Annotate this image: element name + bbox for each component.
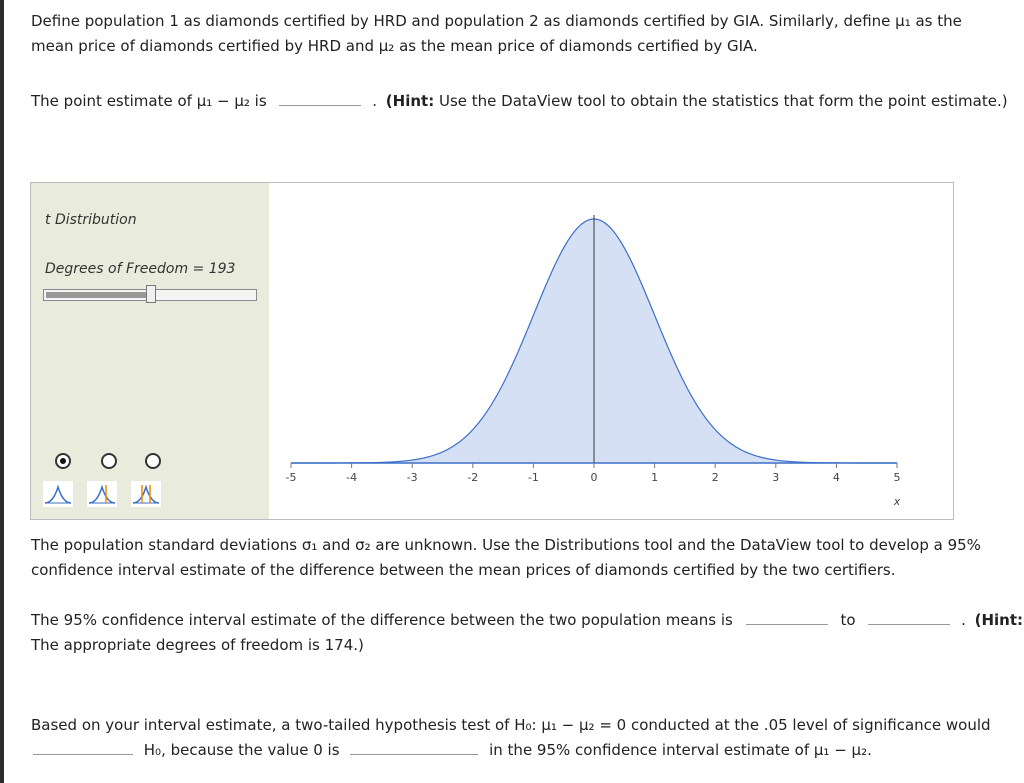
ci-line-2: The appropriate degrees of freedom is 174.)	[31, 636, 364, 654]
ci-prefix: The 95% confidence interval estimate of the difference between the two population means is	[31, 611, 733, 629]
degrees-of-freedom-slider[interactable]	[43, 289, 257, 301]
test-in-interval-blank[interactable]	[350, 742, 478, 755]
point-estimate-hint-text: Use the DataView tool to obtain the statistics that form the point estimate.)	[438, 92, 1008, 110]
sd-line-1: The population standard deviations σ₁ and σ₂ are unknown. Use the Distributions tool and the DataView tool to develop a 95%	[31, 536, 981, 554]
point-estimate-dot: .	[372, 92, 378, 110]
x-tick-label-10: 5	[893, 471, 901, 484]
radio-two-tail-none[interactable]	[55, 453, 71, 469]
t-distribution-chart	[269, 183, 953, 519]
point-estimate-answer-blank[interactable]	[279, 93, 361, 106]
radio-two-tail[interactable]	[145, 453, 161, 469]
intro-line-1: Define population 1 as diamonds certified by HRD and population 2 as diamonds certified by GIA. Similarly, define μ₁ as the	[31, 12, 962, 30]
x-tick-label-5: 0	[590, 471, 598, 484]
ci-upper-blank[interactable]	[868, 612, 950, 625]
ci-to: to	[840, 611, 856, 629]
ci-dot: .	[961, 611, 966, 629]
radio-left-tail[interactable]	[101, 453, 117, 469]
ci-line-1	[31, 608, 1023, 633]
x-axis-label: x	[893, 495, 901, 508]
x-tick-label-4: -1	[527, 471, 539, 484]
ci-hint-label: (Hint:	[974, 611, 1024, 629]
x-tick-label-0: -5	[285, 471, 297, 484]
distribution-title: t Distribution	[45, 212, 137, 228]
mini-curve-icon-two-lines[interactable]	[131, 481, 161, 507]
sd-line-2: confidence interval estimate of the difference between the mean prices of diamonds certified by the two certifiers.	[31, 561, 896, 579]
x-tick-label-1: -4	[346, 471, 358, 484]
slider-fill	[46, 292, 150, 298]
test-end-text: in the 95% confidence interval estimate of μ₁ − μ₂.	[489, 741, 872, 759]
x-tick-label-8: 3	[772, 471, 780, 484]
ci-lower-blank[interactable]	[746, 612, 828, 625]
x-tick-label-6: 1	[651, 471, 659, 484]
point-estimate-line	[31, 89, 1008, 114]
left-edge-bar	[0, 0, 4, 783]
test-h0-text: H₀, because the value 0 is	[143, 741, 340, 759]
tool-control-panel	[31, 183, 269, 519]
test-line-2	[33, 738, 872, 763]
x-tick-label-9: 4	[832, 471, 840, 484]
test-line-1: Based on your interval estimate, a two-tailed hypothesis test of H₀: μ₁ − μ₂ = 0 conducted at the .05 level of significance would	[31, 716, 991, 734]
x-axis-ticks	[286, 463, 901, 484]
degrees-of-freedom-label: Degrees of Freedom = 193	[45, 261, 236, 277]
point-estimate-prefix: The point estimate of μ₁ − μ₂ is	[31, 92, 267, 110]
point-estimate-hint-label: (Hint:	[385, 92, 435, 110]
distributions-tool	[30, 182, 954, 520]
slider-thumb[interactable]	[146, 285, 156, 303]
x-tick-label-3: -2	[467, 471, 479, 484]
x-tick-label-7: 2	[711, 471, 719, 484]
mini-curve-icon-one-line[interactable]	[87, 481, 117, 507]
mini-curve-icon-plain[interactable]	[43, 481, 73, 507]
intro-line-2: mean price of diamonds certified by HRD and μ₂ as the mean price of diamonds certified by GIA.	[31, 37, 758, 55]
x-tick-label-2: -3	[406, 471, 418, 484]
test-decision-blank[interactable]	[33, 742, 133, 755]
